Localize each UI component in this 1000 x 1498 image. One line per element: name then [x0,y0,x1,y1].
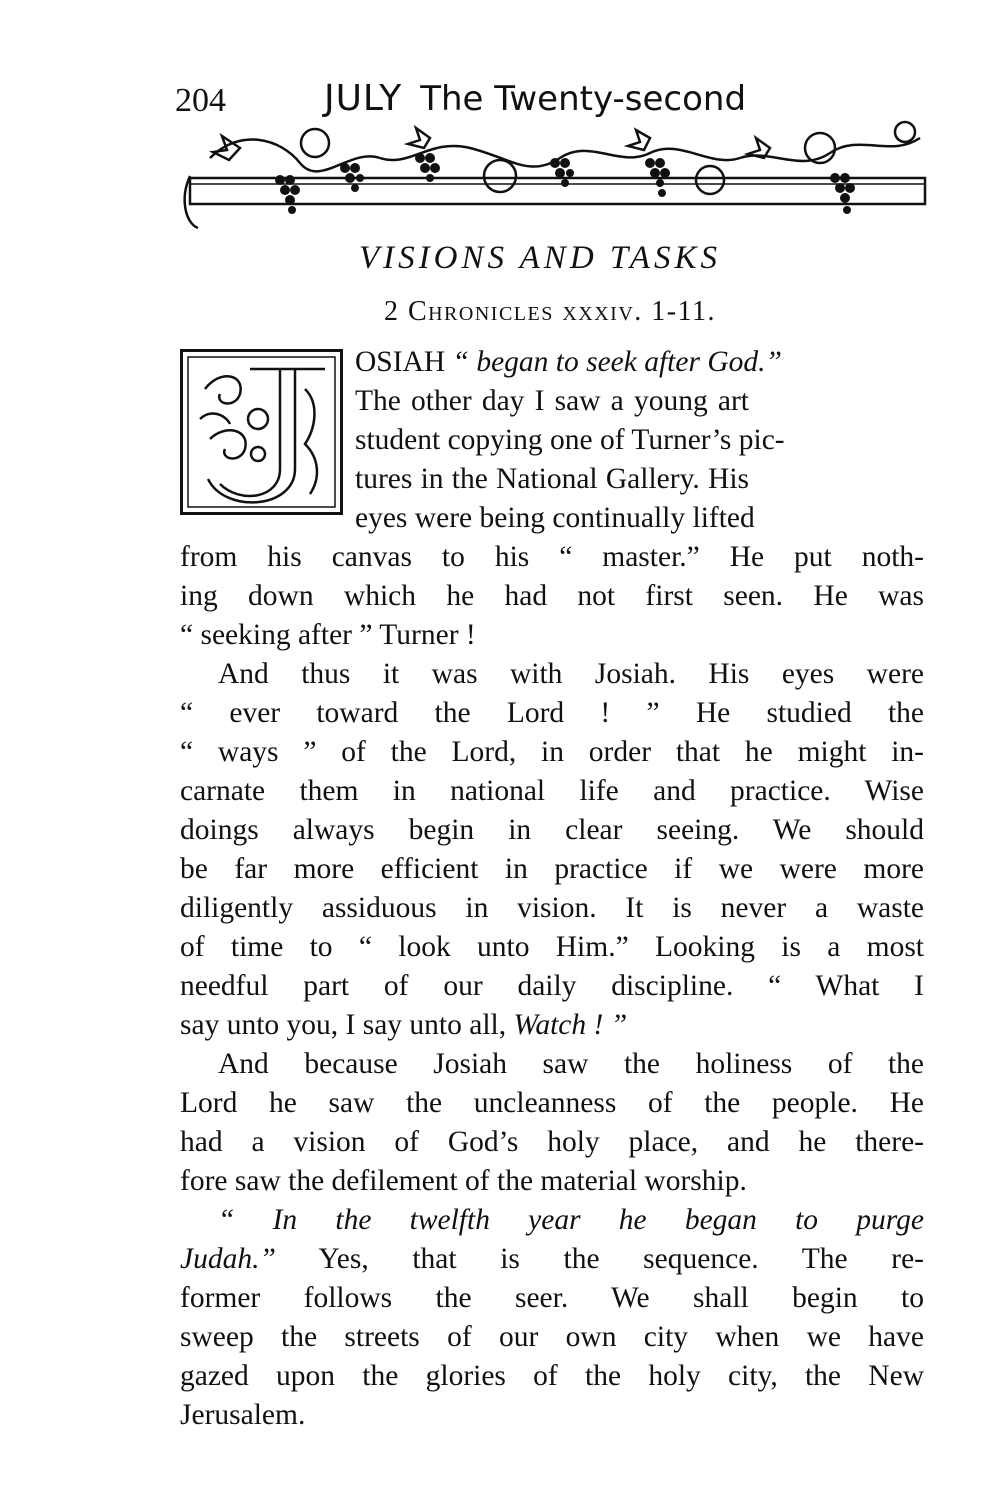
text-line: diligently assiduous in vision. It is never a waste [180,892,924,924]
text-line: student copying one of Turner’s pic- [355,424,785,456]
text-line: gazed upon the glories of the holy city, the New [180,1360,924,1392]
grapevine-ornament-icon [180,118,940,230]
text-line: needful part of our daily discipline. “ What I [180,970,924,1002]
section-title: VISIONS AND TASKS [359,240,721,276]
text-line: sweep the streets of our own city when we have [180,1321,924,1353]
text-line: tures in the National Gallery. His [355,463,749,495]
scripture-reference: 2 Chronicles xxxiv. 1-11. [383,296,717,327]
text-line: of time to “ look unto Him.” Looking is a most [180,931,924,963]
text-line: And thus it was with Josiah. His eyes were [218,658,924,690]
text-line: Jerusalem. [180,1399,306,1431]
text-line: And because Josiah saw the holiness of the [218,1048,924,1080]
running-head [0,78,1000,119]
day-label: The Twenty-second [420,79,747,119]
body-text [180,343,924,1435]
text-line: ing down which he had not first seen. He was [180,580,924,612]
text-line: The other day I saw a young art [355,385,749,417]
text-line: “ In the twelfth year he began to purge [218,1204,924,1236]
text-line: say unto you, I say unto all, Watch ! ” [180,1009,628,1041]
text-line: Judah.” Yes, that is the sequence. The re- [180,1243,924,1275]
text-line: former follows the seer. We shall begin to [180,1282,924,1314]
text-line: had a vision of God’s holy place, and he there- [180,1126,924,1158]
text-line: be far more efficient in practice if we were more [180,853,924,885]
text-line: fore saw the defilement of the material worship. [180,1165,747,1197]
text-line: “ seeking after ” Turner ! [180,619,476,651]
text-line: eyes were being continually lifted [355,502,755,534]
text-line: “ ways ” of the Lord, in order that he might in- [180,736,924,768]
text-line: “ ever toward the Lord ! ” He studied the [180,697,924,729]
text-line: from his canvas to his “ master.” He put noth- [180,541,924,573]
text-line: doings always begin in clear seeing. We should [180,814,924,846]
text-line: OSIAH “ began to seek after God.” [355,346,782,378]
text-line: carnate them in national life and practice. Wise [180,775,924,807]
page-number: 204 [175,82,226,119]
month-label: JULY [323,78,403,119]
text-line: Lord he saw the uncleanness of the people. He [180,1087,924,1119]
